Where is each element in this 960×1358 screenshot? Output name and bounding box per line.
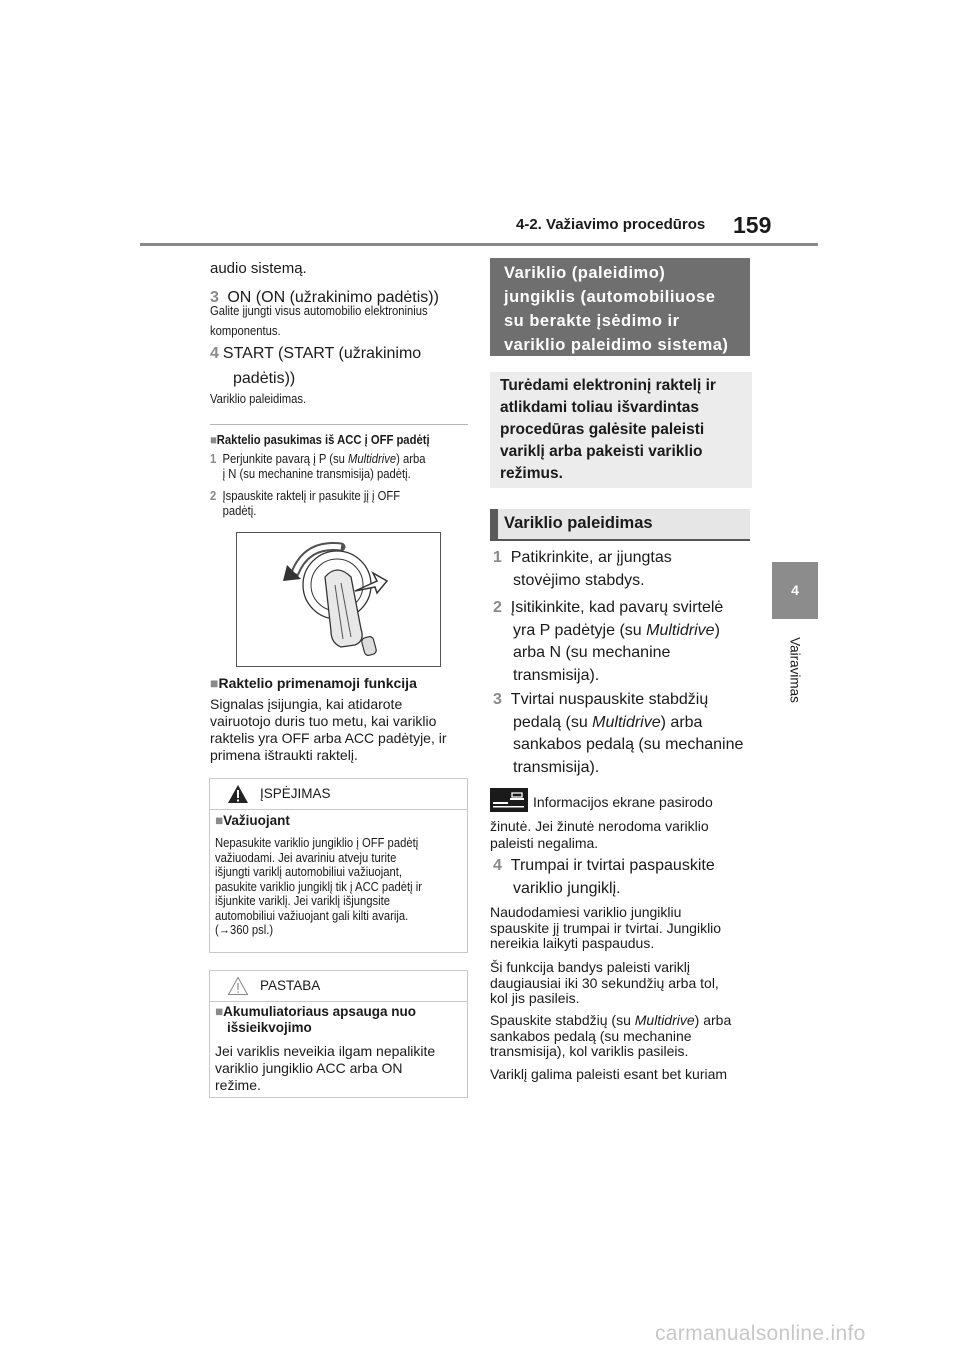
para-1: Naudodamiesi variklio jungikliu spauskite jį trumpai ir tvirtai. Jungiklio nereikia laikyti paspaudus.	[490, 904, 722, 951]
note-subtitle: ■Akumuliatoriaus apsauga nuo išsieikvojimo	[215, 1004, 416, 1035]
watermark: carmanualsonline.info	[655, 1322, 866, 1345]
main-heading: Variklio (paleidimo) jungiklis (automobiliuose su berakte įsėdimo ir variklio paleidimo sistema)	[490, 258, 750, 356]
section-key-acc-off-step-1: 1 Perjunkite pavarą į P (su Multidrive) arba į N (su mechanine transmisija) padėtį.	[210, 452, 426, 481]
para-3: Spauskite stabdžių (su Multidrive) arba sankabos pedalą (su mechanine transmisija), kol variklis pasileis.	[490, 1012, 732, 1059]
info-line-1: Informacijos ekrane pasirodo	[533, 794, 713, 810]
section-key-acc-off-heading: ■Raktelio pasukimas iš ACC į OFF padėtį	[210, 433, 430, 447]
para-2: Ši funkcija bandys paleisti variklį daugiausiai iki 30 sekundžių arba tol, kol jis pasileis.	[490, 959, 719, 1006]
start-step-1: 1 Patikrinkite, ar įjungtas stovėjimo stabdys.	[493, 549, 672, 589]
step-3: 3 ON (ON (užrakinimo padėtis))	[210, 289, 439, 306]
note-text: Jei variklis neveikia ilgam nepalikite variklio jungiklio ACC arba ON režime.	[215, 1043, 436, 1093]
step-3-desc: Galite įjungti visus automobilio elektroninius komponentus.	[210, 304, 428, 338]
warning-subtitle: ■Važiuojant	[215, 813, 290, 828]
chapter-name: Vairavimas	[787, 637, 803, 703]
note-heading: PASTABA	[260, 978, 321, 993]
warning-heading: ĮSPĖJIMAS	[260, 786, 331, 801]
section-key-acc-off-step-2: 2 Įspauskite raktelį ir pasukite jį į OFF padėtį.	[210, 489, 401, 518]
lead-box: Turėdami elektroninį raktelį ir atlikdami toliau išvardintas procedūras galėsite paleisti variklį arba pakeisti variklio režimus.	[490, 372, 752, 488]
warning-icon	[227, 784, 249, 804]
step-4: 4 START (START (užrakinimo padėtis))	[210, 345, 422, 387]
header-rule	[140, 243, 818, 246]
key-illustration	[236, 532, 441, 667]
display-message-icon	[490, 788, 528, 812]
section-reminder-heading: ■Raktelio primenamoji funkcija	[210, 675, 417, 691]
warning-box	[209, 778, 468, 953]
subheading: Variklio paleidimas	[490, 509, 750, 541]
divider	[210, 424, 468, 425]
page-number: 159	[733, 212, 772, 238]
info-text: žinutė. Jei žinutė nerodoma variklio paleisti negalima.	[490, 818, 709, 851]
start-step-4: 4 Trumpai ir tvirtai paspauskite variklio jungiklį.	[493, 857, 715, 897]
caution-outline-icon	[227, 976, 249, 996]
chapter-tab[interactable]: 4	[772, 562, 818, 619]
warning-text: Nepasukite variklio jungiklio į OFF padėtį važiuodami. Jei avariniu atveju turite išjungti variklį automobiliui važiuojant, pasukite variklio jungiklį tik į ACC padėtį ir išjunkite variklį. Jei variklį išjungsite automobiliui važiuojant gali kilti avarija. (→360 psl.)	[215, 836, 422, 937]
para-4: Variklį galima paleisti esant bet kuriam	[490, 1066, 728, 1082]
ignition-key-icon	[237, 533, 440, 666]
section-reminder-text: Signalas įsijungia, kai atidarote vairuotojo duris tuo metu, kai variklio raktelis yra OFF arba ACC padėtyje, ir primena ištraukti raktelį.	[210, 696, 447, 763]
note-box	[209, 970, 468, 1098]
start-step-2: 2 Įsitikinkite, kad pavarų svirtelė yra P padėtyje (su Multidrive) arba N (su mechanine transmisija).	[493, 599, 724, 684]
section-title: 4-2. Važiavimo procedūros	[516, 216, 706, 233]
step-4-desc: Variklio paleidimas.	[210, 392, 307, 406]
intro-line: audio sistemą.	[210, 260, 307, 277]
start-step-3: 3 Tvirtai nuspauskite stabdžių pedalą (su Multidrive) arba sankabos pedalą (su mechanine transmisija).	[493, 691, 744, 776]
